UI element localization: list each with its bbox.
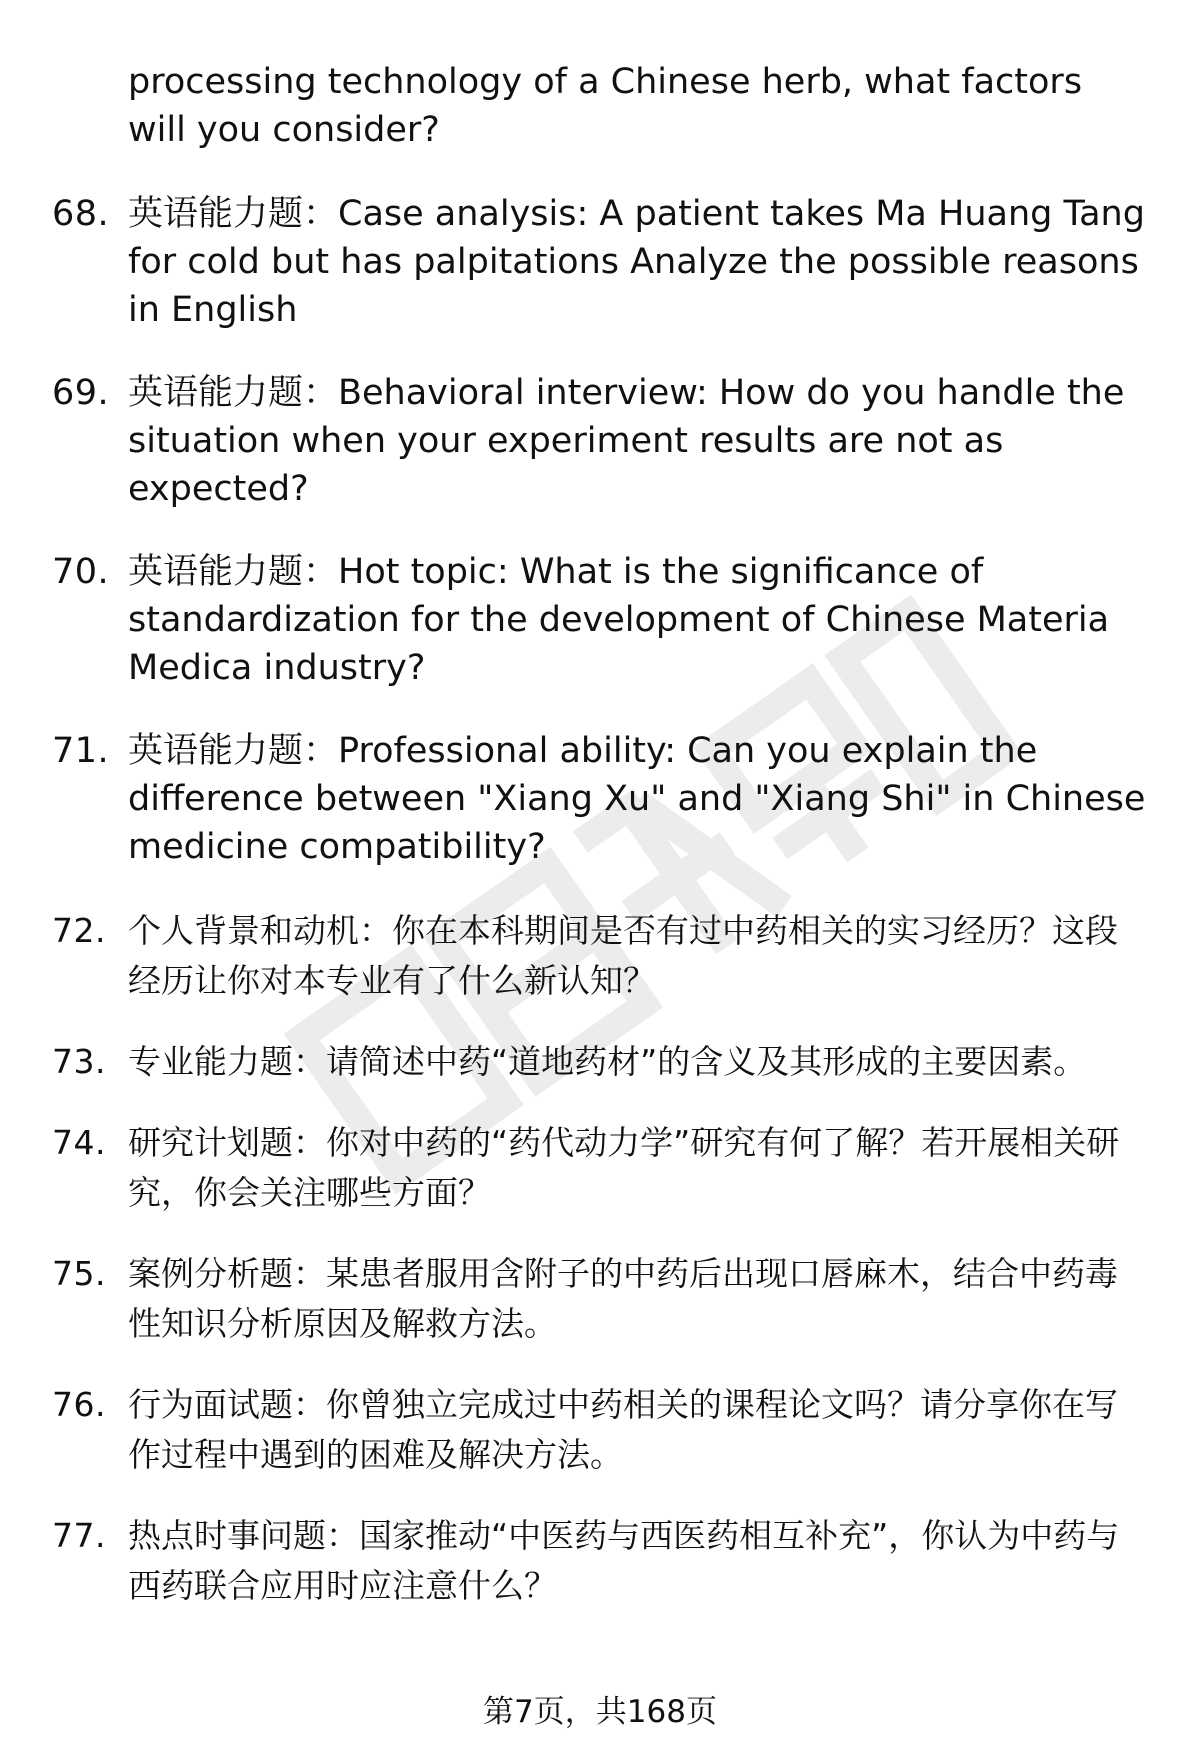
question-number: 72. (52, 911, 106, 950)
question-text: 英语能力题：Case analysis: A patient takes Ma Huang Tang for cold but has palpitations Analyze the possible reasons in English (128, 194, 1145, 330)
question-number: 75. (52, 1254, 106, 1293)
question-text: 个人背景和动机：你在本科期间是否有过中药相关的实习经历？这段经历让你对本专业有了什么新认知？ (128, 911, 1118, 1000)
question-item (52, 1037, 1147, 1087)
page-footer: 第7页，共168页 (483, 1694, 717, 1730)
question-item (52, 369, 1147, 513)
question-text: 研究计划题：你对中药的“药代动力学”研究有何了解？若开展相关研究，你会关注哪些方面？ (128, 1123, 1120, 1212)
question-item (52, 727, 1147, 871)
question-item (52, 906, 1147, 1006)
question-item (52, 1118, 1147, 1218)
question-item (52, 1380, 1147, 1480)
question-item (52, 1511, 1147, 1611)
question-item (52, 190, 1147, 334)
question-number: 73. (52, 1042, 106, 1081)
question-list (52, 190, 1147, 1642)
question-number: 76. (52, 1385, 106, 1424)
question-text: 行为面试题：你曾独立完成过中药相关的课程论文吗？请分享你在写作过程中遇到的困难及解决方法。 (128, 1385, 1118, 1474)
question-item (52, 548, 1147, 692)
question-number: 69. (52, 373, 110, 413)
question-text: 英语能力题：Professional ability: Can you explain the difference between "Xiang Xu" and "Xiang Shi" in Chinese medicine compatibility? (128, 731, 1146, 867)
question-text: 英语能力题：Behavioral interview: How do you handle the situation when your experiment results are not as expected? (128, 373, 1125, 509)
question-text: 案例分析题：某患者服用含附子的中药后出现口唇麻木，结合中药毒性知识分析原因及解救方法。 (128, 1254, 1118, 1343)
question-number: 68. (52, 194, 110, 234)
question-item (52, 1249, 1147, 1349)
question-number: 74. (52, 1123, 106, 1162)
question-number: 77. (52, 1516, 106, 1555)
question-text: 专业能力题：请简述中药“道地药材”的含义及其形成的主要因素。 (128, 1042, 1087, 1081)
question-number: 71. (52, 731, 110, 771)
question-text: 热点时事问题：国家推动“中医药与西医药相互补充”，你认为中药与西药联合应用时应注意什么？ (128, 1516, 1120, 1605)
question-text: 英语能力题：Hot topic: What is the significance of standardization for the development of Chinese Materia Medica industry? (128, 552, 1110, 688)
continued-question-text: processing technology of a Chinese herb, what factors will you consider? (128, 62, 1083, 150)
question-number: 70. (52, 552, 110, 592)
